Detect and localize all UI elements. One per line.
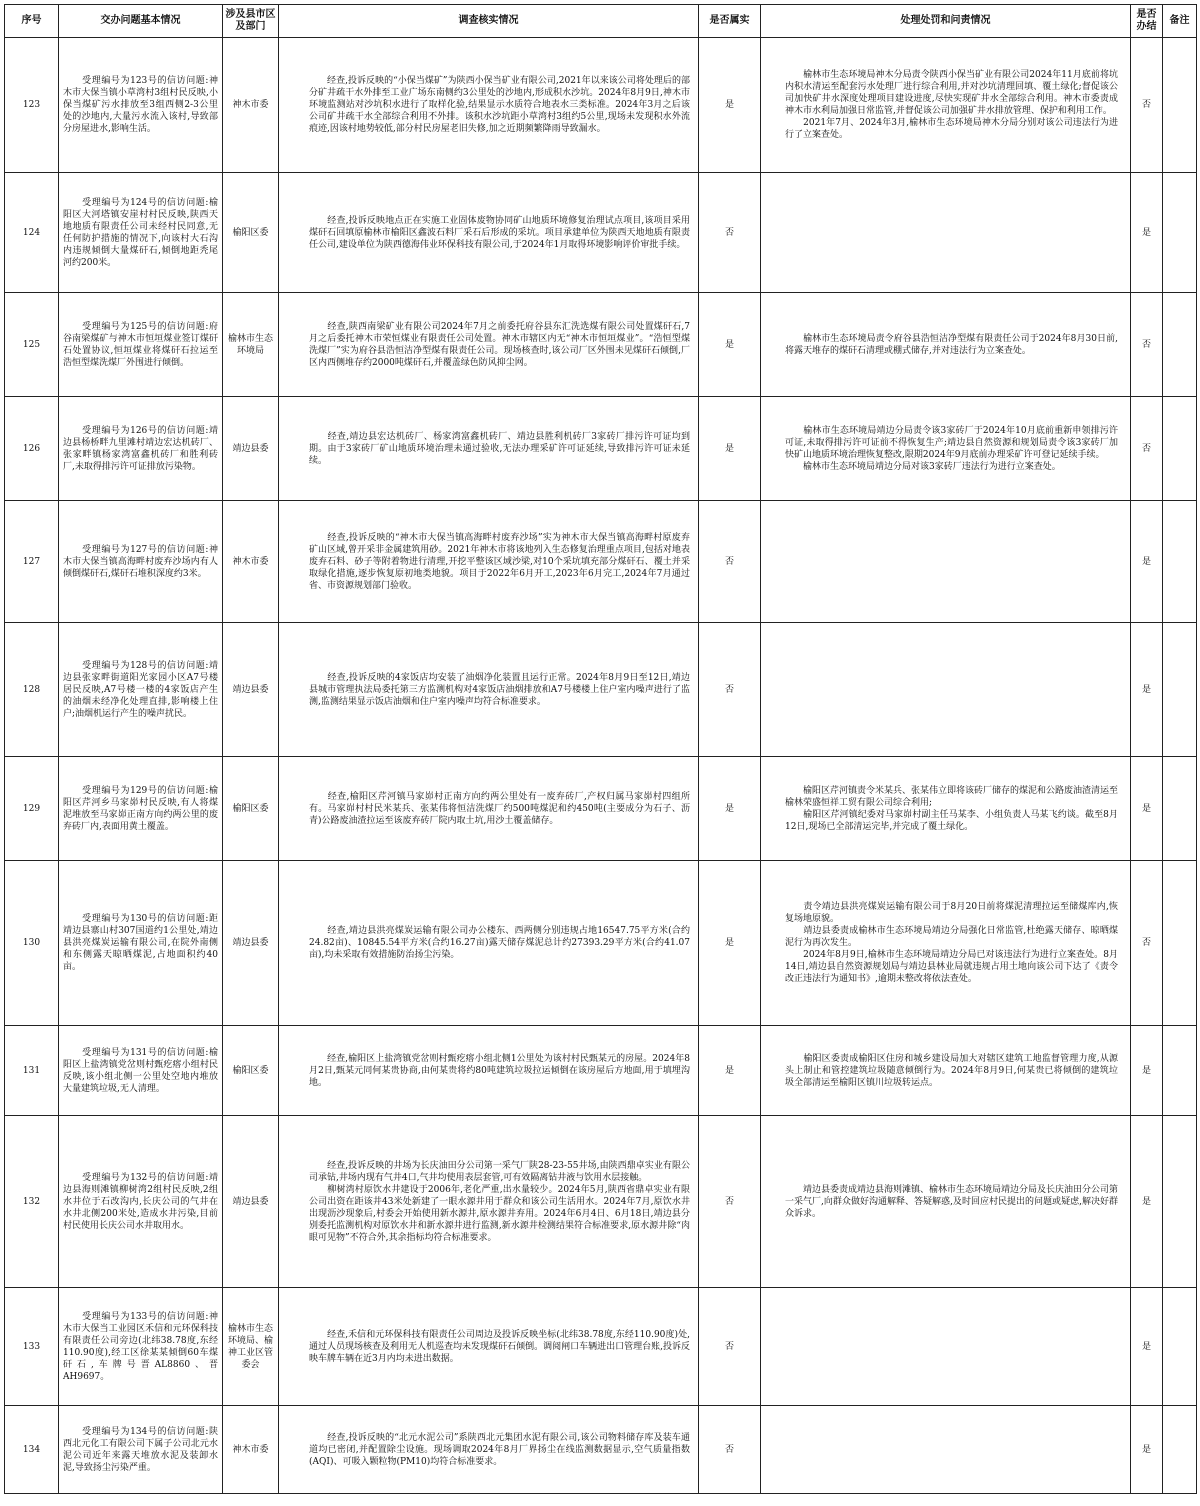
row-number: 130 (5, 861, 59, 1026)
header-handling: 处理处罚和问责情况 (761, 5, 1131, 38)
handling-cell: 榆阳区委责成榆阳区住房和城乡建设局加大对辖区建筑工地监督管理力度,从源头上制止和管控建筑垃圾随意倾倒行为。2024年8月9日,何某贵已将倾倒的建筑垃圾全部清运至榆阳区镇川垃圾转运点。 (761, 1026, 1131, 1116)
header-department: 涉及县市区及部门 (223, 5, 279, 38)
header-investigation: 调查核实情况 (279, 5, 699, 38)
handling-cell: 榆林市生态环境局责令府谷县浩恒洁净型煤有限责任公司于2024年8月30日前,将露天堆存的煤矸石清理或棚式储存,并对违法行为立案查处。 (761, 293, 1131, 397)
handling-cell (761, 1288, 1131, 1406)
department-cell: 靖边县委 (223, 1116, 279, 1288)
table-row (5, 623, 1197, 757)
note-cell (1163, 623, 1197, 757)
table-row (5, 38, 1197, 173)
note-cell (1163, 861, 1197, 1026)
investigation-cell: 经查,投诉反映的“小保当煤矿”为陕西小保当矿业有限公司,2021年以来该公司将处理后的部分矿井疏干水外排至工业广场东南侧约3公里处的沙地内,形成积水沙坑。2024年8月9日,神木市环境监测站对沙坑积水进行了取样化验,结果显示水质符合地表水三类标准。2024年3月之后该公司矿井疏干水全部综合利用不外排。该积水沙坑距小草湾村3组约5公里,现场未发现积水外流痕迹,因该村地势较低,部分村民房屋老旧失修,加之近期频繁降雨导致漏水。 (279, 38, 699, 173)
note-cell (1163, 501, 1197, 623)
table-row (5, 397, 1197, 501)
handling-cell: 责令靖边县洪亮煤炭运输有限公司于8月20日前将煤泥清理拉运至储煤库内,恢复场地原貌。 靖边县委责成榆林市生态环境局靖边分局强化日常监管,杜绝露天储存、晾晒煤泥行为再次发生。 2024年8月9日,榆林市生态环境局靖边分局已对该违法行为进行立案查处。8月14日,靖边县自然资源规划局与靖边县林业局就违规占用土地向该公司下达了《责令改正违法行为通知书》,逾期未整改将依法查处。 (761, 861, 1131, 1026)
problem-cell: 受理编号为125号的信访问题:府谷南梁煤矿与神木市恒垣煤业签订煤矸石处置协议,恒垣煤业将煤矸石拉运至浩恒型煤洗煤厂外围进行倾倒。 (59, 293, 223, 397)
verified-cell: 否 (699, 1288, 761, 1406)
handling-cell: 榆阳区芹河镇责令米某兵、张某伟立即将该砖厂储存的煤泥和公路废油渣清运至榆林荣盛恒祥工贸有限公司综合利用; 榆阳区芹河镇纪委对马家峁村副主任马某李、小组负责人马某飞约谈。截至8月12日,现场已全部清运完毕,并完成了覆土绿化。 (761, 757, 1131, 861)
investigation-cell: 经查,投诉反映的4家饭店均安装了油烟净化装置且运行正常。2024年8月9日至12日,靖边县城市管理执法局委托第三方监测机构对4家饭店油烟排放和A7号楼楼上住户室内噪声进行了监测,监测结果显示饭店油烟和住户室内噪声均符合标准要求。 (279, 623, 699, 757)
note-cell (1163, 1406, 1197, 1494)
problem-cell: 受理编号为124号的信访问题:榆阳区大河塔镇安崖村村民反映,陕西天地地质有限责任公司未经村民同意,无任何防护措施的情况下,向该村大石沟内违规倾倒大量煤矸石,倾倒地距秃尾河约200米。 (59, 173, 223, 293)
verified-cell: 是 (699, 861, 761, 1026)
department-cell: 神木市委 (223, 38, 279, 173)
note-cell (1163, 1288, 1197, 1406)
department-cell: 榆阳区委 (223, 757, 279, 861)
table-row (5, 1406, 1197, 1494)
department-cell: 神木市委 (223, 1406, 279, 1494)
row-number: 129 (5, 757, 59, 861)
verified-cell: 否 (699, 623, 761, 757)
completed-cell: 是 (1131, 1406, 1163, 1494)
row-number: 134 (5, 1406, 59, 1494)
department-cell: 靖边县委 (223, 623, 279, 757)
problem-cell: 受理编号为134号的信访问题:陕西北元化工有限公司下属子公司北元水泥公司近年来露天堆放水泥及装卸水泥,导致扬尘污染严重。 (59, 1406, 223, 1494)
completed-cell: 是 (1131, 1288, 1163, 1406)
investigation-cell: 经查,靖边县洪亮煤炭运输有限公司办公楼东、西两侧分别违规占地16547.75平方米(合约24.82亩)、10845.54平方米(合约16.27亩)露天储存煤泥总计约27393.29平方米(合约41.07亩),均未采取有效措施防治扬尘污染。 (279, 861, 699, 1026)
table-row (5, 293, 1197, 397)
department-cell: 榆阳区委 (223, 173, 279, 293)
investigation-cell: 经查,榆阳区上盐湾镇党岔则村甄疙瘩小组北侧1公里处为该村村民甄某元的房屋。2024年8月2日,甄某元同何某贵协商,由何某贵将约80吨建筑垃圾拉运倾倒在该房屋后方地面,用于填埋沟地。 (279, 1026, 699, 1116)
row-number: 132 (5, 1116, 59, 1288)
department-cell: 神木市委 (223, 501, 279, 623)
investigation-cell: 经查,靖边县宏达机砖厂、杨家湾富鑫机砖厂、靖边县胜利机砖厂3家砖厂排污许可证均到期。由于3家砖厂矿山地质环境治理未通过验收,无法办理采矿许可证延续,导致排污许可证未延续。 (279, 397, 699, 501)
header-completed: 是否办结 (1131, 5, 1163, 38)
problem-cell: 受理编号为128号的信访问题:靖边县张家畔街道阳光家园小区A7号楼居民反映,A7号楼一楼的4家饭店产生的油烟未经净化处理直排,影响楼上住户;油烟机运行产生的噪声扰民。 (59, 623, 223, 757)
handling-cell (761, 173, 1131, 293)
table-header-row (5, 5, 1197, 38)
row-number: 126 (5, 397, 59, 501)
table-row (5, 861, 1197, 1026)
problem-cell: 受理编号为133号的信访问题:神木市大保当工业园区禾信和元环保科技有限责任公司旁边(北纬38.78度,东经110.90度),经工区徐某某倾倒60车煤矸石,车牌号晋AL8860、晋AH9697。 (59, 1288, 223, 1406)
row-number: 124 (5, 173, 59, 293)
completed-cell: 是 (1131, 501, 1163, 623)
note-cell (1163, 293, 1197, 397)
header-verified: 是否属实 (699, 5, 761, 38)
completed-cell: 是 (1131, 1116, 1163, 1288)
completed-cell: 是 (1131, 623, 1163, 757)
note-cell (1163, 397, 1197, 501)
table-row (5, 173, 1197, 293)
verified-cell: 是 (699, 757, 761, 861)
row-number: 128 (5, 623, 59, 757)
investigation-cell: 经查,投诉反映的“北元水泥公司”系陕西北元集团水泥有限公司,该公司物料储存库及装车通道均已密闭,并配置除尘设施。现场调取2024年8月厂界扬尘在线监测数据显示,空气质量指数(AQI)、可吸入颗粒物(PM10)均符合标准要求。 (279, 1406, 699, 1494)
verified-cell: 否 (699, 501, 761, 623)
verified-cell: 是 (699, 38, 761, 173)
verified-cell: 否 (699, 1406, 761, 1494)
handling-cell (761, 623, 1131, 757)
row-number: 131 (5, 1026, 59, 1116)
completed-cell: 否 (1131, 861, 1163, 1026)
investigation-cell: 经查,投诉反映的“神木市大保当镇高海畔村废弃沙场”实为神木市大保当镇高海畔村原废弃矿山区域,曾开采非金属建筑用砂。2021年神木市将该地列入生态修复治理重点项目,包括对地表废弃石料、砂子等附着物进行清理,开挖平整该区域沙梁,对10个采坑填充部分煤矸石、覆土并采取绿化措施,逐步恢复原初地类地貌。项目于2022年6月开工,2023年6月完工,2024年7月通过省、市资源规划部门验收。 (279, 501, 699, 623)
verified-cell: 是 (699, 293, 761, 397)
investigation-cell: 经查,投诉反映地点正在实施工业固体废物协同矿山地质环境修复治理试点项目,该项目采用煤矸石回填原榆林市榆阳区鑫波石料厂采石后形成的采坑。项目承建单位为陕西天地地质有限责任公司,建设单位为陕西德海伟业环保科技有限公司,于2024年1月取得环境影响评价审批手续。 (279, 173, 699, 293)
note-cell (1163, 1116, 1197, 1288)
investigation-cell: 经查,禾信和元环保科技有限责任公司周边及投诉反映坐标(北纬38.78度,东经110.90度)处,通过人员现场核查及利用无人机巡查均未发现煤矸石倾倒。调阅闸口车辆进出口管理台账,投诉反映车牌车辆在近3月内均未进出数据。 (279, 1288, 699, 1406)
completed-cell: 否 (1131, 397, 1163, 501)
note-cell (1163, 38, 1197, 173)
row-number: 125 (5, 293, 59, 397)
table-row (5, 1026, 1197, 1116)
department-cell: 榆林市生态环境局 (223, 293, 279, 397)
handling-cell: 榆林市生态环境局神木分局责令陕西小保当矿业有限公司2024年11月底前将坑内积水清运至配套污水处理厂进行综合利用,并对沙坑清理回填、覆土绿化;督促该公司加快矿井水深度处理项目建设进度,尽快实现矿井水全部综合利用。神木市委责成神木市水利局加强日常监管,并督促该公司加强矿井水排放管理、保护和利用工作。 2021年7月、2024年3月,榆林市生态环境局神木分局分别对该公司违法行为进行了立案查处。 (761, 38, 1131, 173)
handling-cell: 靖边县委责成靖边县海则滩镇、榆林市生态环境局靖边分局及长庆油田分公司第一采气厂,向群众做好沟通解释、答疑解惑,及时回应村民提出的问题或疑虑,解决好群众诉求。 (761, 1116, 1131, 1288)
problem-cell: 受理编号为129号的信访问题:榆阳区芹河乡马家峁村民反映,有人将煤泥堆放至马家峁正南方向约两公里的废弃砖厂内,表面用黄土覆盖。 (59, 757, 223, 861)
row-number: 123 (5, 38, 59, 173)
completed-cell: 否 (1131, 293, 1163, 397)
completed-cell: 是 (1131, 757, 1163, 861)
header-problem: 交办问题基本情况 (59, 5, 223, 38)
problem-cell: 受理编号为130号的信访问题:距靖边县寨山村307国道约1公里处,靖边县洪亮煤炭运输有限公司,在院外南侧和东侧露天晾晒煤泥,占地面积约40亩。 (59, 861, 223, 1026)
department-cell: 靖边县委 (223, 397, 279, 501)
row-number: 133 (5, 1288, 59, 1406)
row-number: 127 (5, 501, 59, 623)
problem-cell: 受理编号为132号的信访问题:靖边县海则滩镇柳树湾2组村民反映,2组水井位于石改沟内,长庆公司的气井在水井北侧200米处,造成水井污染,目前村民使用长庆公司水井取用水。 (59, 1116, 223, 1288)
problem-cell: 受理编号为126号的信访问题:靖边县杨桥畔九里滩村靖边宏达机砖厂、张家畔镇杨家湾富鑫机砖厂和胜利砖厂,未取得排污许可证排放污染物。 (59, 397, 223, 501)
problem-cell: 受理编号为131号的信访问题:榆阳区上盐湾镇党岔则村甄疙瘩小组村民反映,该小组北侧一公里处空地内堆放大量建筑垃圾,无人清理。 (59, 1026, 223, 1116)
completed-cell: 是 (1131, 1026, 1163, 1116)
note-cell (1163, 173, 1197, 293)
problem-cell: 受理编号为123号的信访问题:神木市大保当镇小草湾村3组村民反映,小保当煤矿污水排放至3组西侧2-3公里处的沙地内,大量污水流入该村,导致部分房屋进水,影响生活。 (59, 38, 223, 173)
completed-cell: 是 (1131, 173, 1163, 293)
handling-cell (761, 501, 1131, 623)
table-row (5, 757, 1197, 861)
department-cell: 靖边县委 (223, 861, 279, 1026)
verified-cell: 是 (699, 397, 761, 501)
header-index: 序号 (5, 5, 59, 38)
verified-cell: 否 (699, 173, 761, 293)
investigation-cell: 经查,投诉反映的井场为长庆油田分公司第一采气厂陕28-23-55井场,由陕西鼎卓实业有限公司承钻,井场内现有气井4口,气井均使用表层套管,可有效隔离钻井液与饮用水层接触。 柳树湾村原饮水井建设于2006年,老化严重,出水量较少。2024年5月,陕西省鼎卓实业有限公司出资在距该井43米处新建了一眼水源井用于群众和该公司生活用水。2024年7月,原饮水井出现沥沙现象后,村委会开始使用新水源井,原水源井弃用。2024年6月4日、6月18日,靖边县分别委托监测机构对原饮水井和新水源井进行监测,新水源井检测结果符合标准要求,原水源井除“肉眼可见物”不符合外,其余指标均符合标准要求。 (279, 1116, 699, 1288)
header-note: 备注 (1163, 5, 1197, 38)
investigation-cell: 经查,陕西南梁矿业有限公司2024年7月之前委托府谷县东汇洗选煤有限公司处置煤矸石,7月之后委托神木市荣恒煤业有限责任公司处置。神木市辖区内无“神木市恒垣煤业”。“浩恒型煤洗煤厂”实为府谷县浩恒洁净型煤有限责任公司。现场核查时,该公司厂区外围未见煤矸石倾倒,厂区内西侧堆存约2000吨煤矸石,并覆盖绿色防风抑尘网。 (279, 293, 699, 397)
verified-cell: 是 (699, 1026, 761, 1116)
note-cell (1163, 1026, 1197, 1116)
completed-cell: 否 (1131, 38, 1163, 173)
verified-cell: 否 (699, 1116, 761, 1288)
handling-cell: 榆林市生态环境局靖边分局责令该3家砖厂于2024年10月底前重新申领排污许可证,未取得排污许可证前不得恢复生产;靖边县自然资源和规划局责令该3家砖厂加快矿山地质环境治理恢复整改,限期2024年9月底前办理采矿许可登记延续手续。 榆林市生态环境局靖边分局对该3家砖厂违法行为进行立案查处。 (761, 397, 1131, 501)
problem-cell: 受理编号为127号的信访问题:神木市大保当镇高海畔村废弃沙场内有人倾倒煤矸石,煤矸石堆积深度约3米。 (59, 501, 223, 623)
handling-cell (761, 1406, 1131, 1494)
case-table (4, 4, 1197, 1494)
department-cell: 榆阳区委 (223, 1026, 279, 1116)
table-row (5, 1116, 1197, 1288)
investigation-cell: 经查,榆阳区芹河镇马家峁村正南方向约两公里处有一废弃砖厂,产权归属马家峁村四组所有。马家峁村村民米某兵、张某伟将恒洁洗煤厂约500吨煤泥和约450吨(主要成分为石子、沥青)公路废油渣拉运至该废弃砖厂院内取土坑,用沙土覆盖储存。 (279, 757, 699, 861)
department-cell: 榆林市生态环境局、榆神工业区管委会 (223, 1288, 279, 1406)
note-cell (1163, 757, 1197, 861)
table-row (5, 1288, 1197, 1406)
table-row (5, 501, 1197, 623)
